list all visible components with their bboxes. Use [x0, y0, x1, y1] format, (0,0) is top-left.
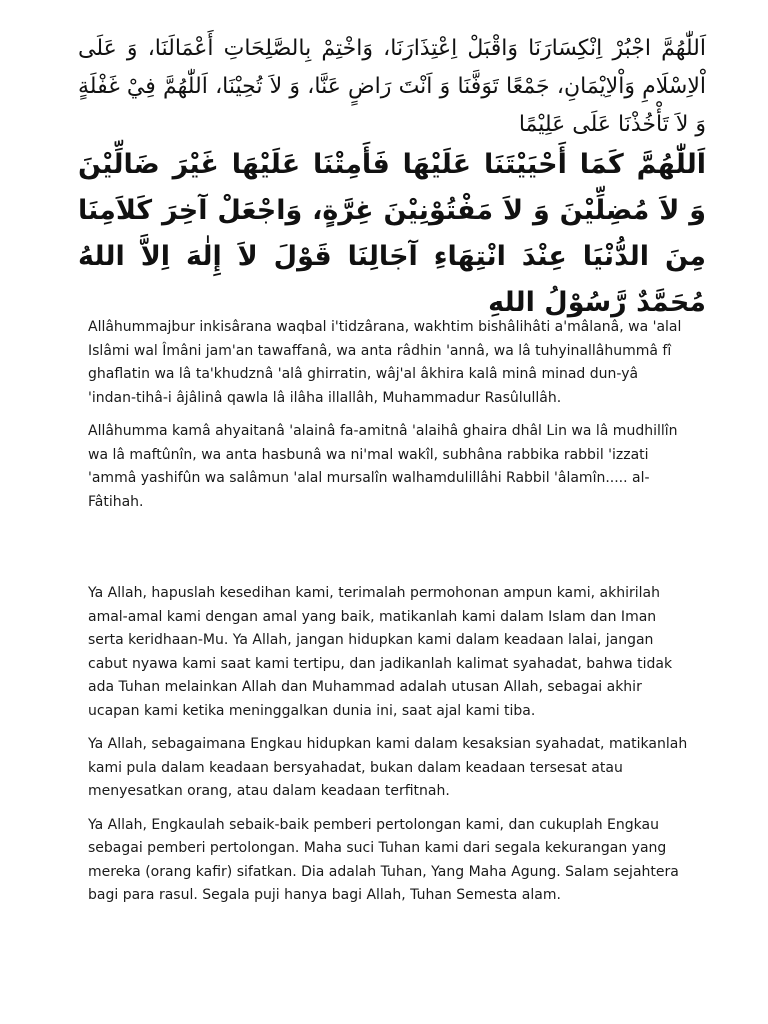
arabic-doa-2: اَللّٰهُمَّ كَمَا أَحْيَيْتَنَا عَلَيْهَا فَأَمِتْنَا عَلَيْهَا غَيْرَ ضَالِّيْنَ وَ لاَ مُضِلِّيْنَ وَ لاَ مَفْتُوْنِيْنَ غِرَّةٍ، وَاجْعَلْ آخِرَ كَلاَمِنَا مِنَ الدُّنْيَا عِنْدَ انْتِهَاءِ آجَالِنَا قَوْلَ لاَ إِلٰهَ اِلاَّ اللهُ مُحَمَّدٌ رَّسُوْلُ اللهِ — [78, 149, 706, 318]
transliteration-paragraph-2: Allâhumma kamâ ahyaitanâ 'alainâ fa-amitnâ 'alaihâ ghaira dhâl Lin wa lâ mudhillîn wa lâ maftûnîn, wa anta hasbunâ wa ni'mal wakîl, subhâna rabbika rabbil 'izzati 'ammâ yashifûn wa salâmun 'alal mursalîn walhamdulillâhi Rabbil 'âlamîn..... al-Fâtihah. — [88, 423, 678, 510]
transliteration-paragraph-1: Allâhummajbur inkisârana waqbal i'tidzârana, wakhtim bishâlihâti a'mâlanâ, wa 'alal Islâmi wal Îmâni jam'an tawaffanâ, wa anta râdhin 'annâ, wa lâ tuhyinallâhummâ fî ghaflatin wa lâ ta'khudznâ 'alâ ghirratin, wâj'al âkhira kalâ minâ minad dun-yâ 'indan-tihâ-i âjâlinâ qawla lâ ilâha illallâh, Muhammadur Rasûlullâh. — [88, 319, 682, 406]
translation-paragraph-2: Ya Allah, sebagaimana Engkau hidupkan kami dalam kesaksian syahadat, matikanlah kami pula dalam keadaan bersyahadat, bukan dalam keadaan tersesat atau menyesatkan orang, atau dalam keadaan terfitnah. — [88, 736, 688, 799]
translation-paragraph-3: Ya Allah, Engkaulah sebaik-baik pemberi pertolongan kami, dan cukuplah Engkau sebagai pemberi pertolongan. Maha suci Tuhan kami dari segala kekurangan yang mereka (orang kafir) sifatkan. Dia adalah Tuhan, Yang Maha Agung. Salam sejahtera bagi para rasul. Segala puji hanya bagi Allah, Tuhan Semesta alam. — [88, 816, 679, 903]
transliteration-section — [88, 316, 688, 524]
translation-paragraph-1: Ya Allah, hapuslah kesedihan kami, terimalah permohonan ampun kami, akhirilah amal-amal kami dengan amal yang baik, matikanlah kami dalam Islam dan Iman serta keridhaan-Mu. Ya Allah, jangan hidupkan kami dalam keadaan lalai, jangan cabut nyawa kami saat kami tertipu, dan jadikanlah kalimat syahadat, bahwa tidak ada Tuhan melainkan Allah dan Muhammad adalah utusan Allah, sebagai akhir ucapan kami ketika meninggalkan dunia ini, saat ajal kami tiba. — [88, 585, 673, 719]
translation-section — [88, 582, 688, 918]
arabic-doa-1: اَللّٰهُمَّ اجْبُرْ اِنْكِسَارَنَا وَاقْبَلْ اِعْتِذَارَنَا، وَاخْتِمْ بِالصَّلِحَاتِ أَعْمَالَنَا، وَ عَلَى اْلاِسْلَامِ وَاْلاِيْمَانِ، جَمْعًا تَوَفَّنَا وَ اَنْتَ رَاضٍ عَنَّا، وَ لاَ تُحِيْنَا، اَللّٰهُمَّ فِيْ غَفْلَةٍ وَ لاَ تَأْخُذْنَا عَلَى عَلِيْمًا — [78, 36, 706, 137]
